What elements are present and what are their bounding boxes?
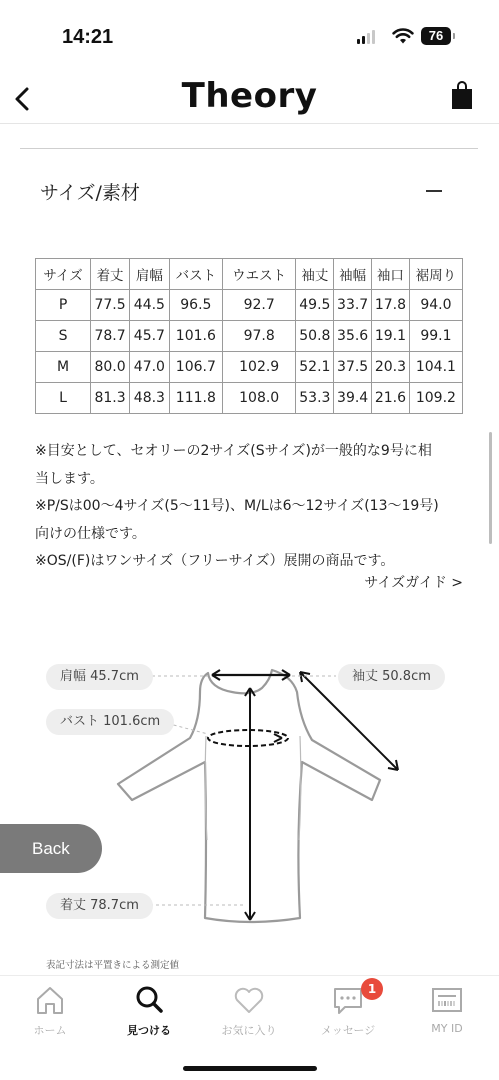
table-cell: 102.9 [222, 352, 296, 383]
table-cell: 81.3 [91, 383, 130, 414]
table-cell: 99.1 [409, 321, 462, 352]
table-cell: 17.8 [372, 290, 410, 321]
table-cell: P [36, 290, 91, 321]
collapse-minus-icon[interactable] [426, 190, 442, 192]
nav-favorites[interactable] [204, 984, 294, 1038]
table-cell: 108.0 [222, 383, 296, 414]
table-cell: 33.7 [334, 290, 372, 321]
shopping-bag-icon[interactable] [451, 80, 473, 110]
nav-home[interactable] [5, 984, 95, 1038]
id-card-icon [430, 984, 464, 1016]
table-cell: 21.6 [372, 383, 410, 414]
table-cell: 48.3 [129, 383, 169, 414]
table-cell: 77.5 [91, 290, 130, 321]
table-cell: 53.3 [296, 383, 334, 414]
note-line: ※P/Sは00〜4サイズ(5〜11号)、M/Lは6〜12サイズ(13〜19号) [35, 498, 439, 514]
table-header-cell: 袖丈 [296, 259, 334, 290]
table-header-row [36, 259, 463, 290]
home-icon [33, 984, 67, 1016]
nav-favorites-label: お気に入り [221, 1024, 277, 1037]
table-cell: M [36, 352, 91, 383]
table-cell: 47.0 [129, 352, 169, 383]
table-cell: 19.1 [372, 321, 410, 352]
measurement-footnote: 表記寸法は平置きによる測定値 [46, 960, 180, 971]
note-line: ※目安として、セオリーの2サイズ(Sサイズ)が一般的な9号に相 [35, 443, 432, 459]
table-header-cell: ウエスト [222, 259, 296, 290]
table-cell: 37.5 [334, 352, 372, 383]
table-row [36, 290, 463, 321]
section-divider [20, 148, 478, 149]
table-cell: 50.8 [296, 321, 334, 352]
scrollbar[interactable] [489, 432, 492, 544]
back-button[interactable]: Back [0, 824, 102, 873]
wifi-icon [392, 27, 414, 45]
nav-home-label: ホーム [33, 1024, 67, 1037]
brand-logo[interactable]: Theory [181, 76, 318, 116]
table-cell: 104.1 [409, 352, 462, 383]
bust-measurement-label: バスト 101.6cm [46, 709, 174, 735]
sleeve-measurement-label: 袖丈 50.8cm [338, 664, 445, 690]
nav-myid[interactable] [402, 984, 492, 1035]
table-header-cell: サイズ [36, 259, 91, 290]
table-row [36, 383, 463, 414]
status-bar [0, 0, 499, 72]
table-cell: 44.5 [129, 290, 169, 321]
table-header-cell: バスト [169, 259, 222, 290]
table-cell: 35.6 [334, 321, 372, 352]
table-cell: 101.6 [169, 321, 222, 352]
table-cell: 92.7 [222, 290, 296, 321]
nav-messages[interactable] [303, 984, 393, 1038]
table-header-cell: 袖幅 [334, 259, 372, 290]
message-icon [331, 984, 365, 1016]
table-cell: 20.3 [372, 352, 410, 383]
note-line: ※OS/(F)はワンサイズ（フリーサイズ）展開の商品です。 [35, 553, 395, 569]
table-cell: 80.0 [91, 352, 130, 383]
heart-icon [232, 984, 266, 1016]
table-cell: 109.2 [409, 383, 462, 414]
size-guide-link[interactable]: サイズガイド > [364, 575, 463, 591]
table-cell: 78.7 [91, 321, 130, 352]
table-header-cell: 着丈 [91, 259, 130, 290]
table-header-cell: 袖口 [372, 259, 410, 290]
notification-badge: 1 [361, 978, 383, 1000]
table-cell: 106.7 [169, 352, 222, 383]
cellular-signal-icon [357, 30, 375, 44]
table-cell: 96.5 [169, 290, 222, 321]
note-line: 当します。 [35, 470, 104, 487]
shoulder-measurement-label: 肩幅 45.7cm [46, 664, 153, 690]
battery-icon: 76 [421, 27, 451, 45]
table-cell: 52.1 [296, 352, 334, 383]
table-cell: 39.4 [334, 383, 372, 414]
table-row [36, 352, 463, 383]
note-line: 向けの仕様です。 [35, 525, 146, 542]
size-table [35, 258, 463, 414]
table-cell: 94.0 [409, 290, 462, 321]
bottom-navigation [0, 975, 499, 1080]
table-cell: 49.5 [296, 290, 334, 321]
table-cell: 111.8 [169, 383, 222, 414]
nav-messages-label: メッセージ [320, 1024, 376, 1037]
section-title[interactable]: サイズ/素材 [40, 182, 140, 204]
table-row [36, 321, 463, 352]
home-indicator [183, 1066, 317, 1071]
nav-search[interactable] [104, 984, 194, 1038]
nav-search-label: 見つける [127, 1024, 171, 1037]
nav-myid-label: MY ID [431, 1022, 463, 1035]
table-header-cell: 裾周り [409, 259, 462, 290]
status-time: 14:21 [62, 26, 114, 48]
table-header-cell: 肩幅 [129, 259, 169, 290]
length-measurement-label: 着丈 78.7cm [46, 893, 153, 919]
table-cell: 97.8 [222, 321, 296, 352]
table-cell: L [36, 383, 91, 414]
size-notes [35, 438, 475, 576]
table-cell: S [36, 321, 91, 352]
table-cell: 45.7 [129, 321, 169, 352]
search-icon [132, 984, 166, 1016]
app-header [0, 72, 499, 124]
